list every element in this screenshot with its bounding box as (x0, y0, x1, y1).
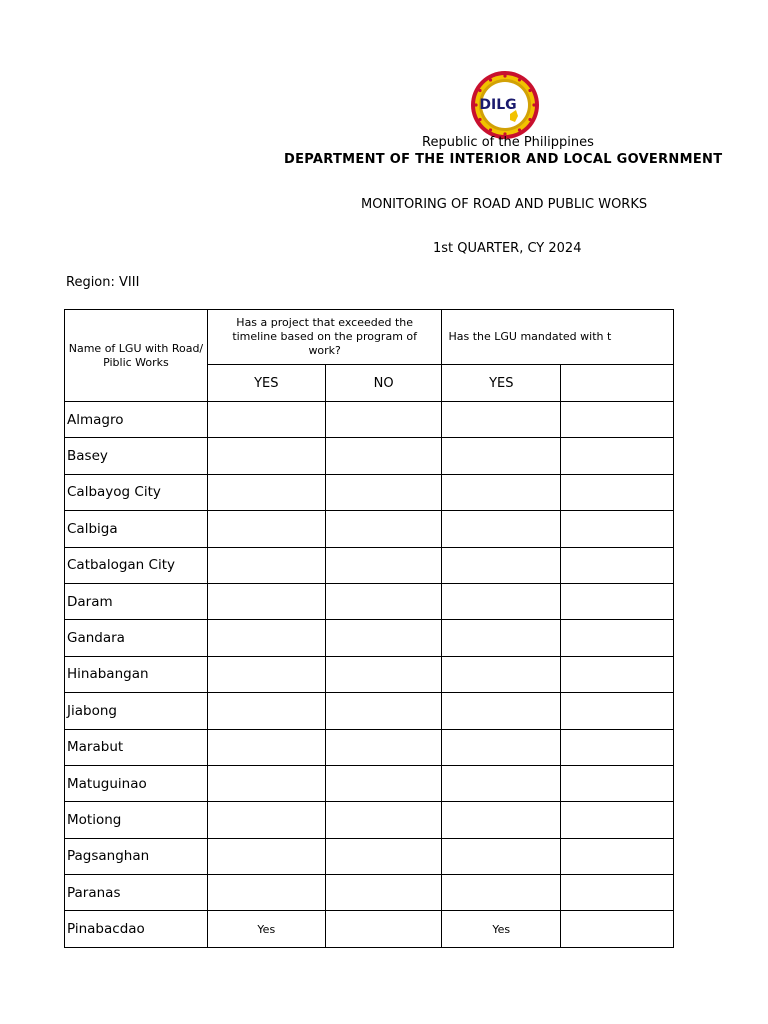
logo-text: DILG (479, 97, 517, 113)
q1-yes-cell: Yes (207, 911, 325, 947)
q1-yes-cell (207, 511, 325, 547)
lgu-name-cell: Motiong (65, 802, 208, 838)
table-row (65, 729, 674, 765)
q1-no-cell (325, 656, 442, 692)
q1-no-cell (325, 402, 442, 438)
q1-no-header: NO (325, 365, 442, 402)
q2-yes-cell (442, 802, 561, 838)
table-row (65, 438, 674, 474)
q2-no-cell (561, 583, 674, 619)
q2-no-cell (561, 838, 674, 874)
q1-yes-cell (207, 438, 325, 474)
q2-no-cell (561, 620, 674, 656)
table-row (65, 802, 674, 838)
lgu-name-cell: Almagro (65, 402, 208, 438)
q2-yes-cell (442, 438, 561, 474)
q2-no-cell (561, 911, 674, 947)
q2-yes-cell (442, 547, 561, 583)
q1-no-cell (325, 911, 442, 947)
q1-yes-header: YES (207, 365, 325, 402)
q2-yes-cell (442, 693, 561, 729)
report-period: 1st QUARTER, CY 2024 (433, 241, 582, 256)
q1-no-cell (325, 474, 442, 510)
q2-yes-cell (442, 875, 561, 911)
q2-yes-cell (442, 583, 561, 619)
lgu-name-cell: Calbiga (65, 511, 208, 547)
lgu-name-cell: Gandara (65, 620, 208, 656)
q1-yes-cell (207, 620, 325, 656)
q2-no-cell (561, 765, 674, 801)
lgu-name-cell: Basey (65, 438, 208, 474)
q1-no-cell (325, 438, 442, 474)
table-body (65, 402, 674, 948)
lgu-column-header: Name of LGU with Road/ Piblic Works (65, 310, 208, 402)
q1-no-cell (325, 838, 442, 874)
table-row (65, 765, 674, 801)
q1-yes-cell (207, 474, 325, 510)
q1-yes-cell (207, 656, 325, 692)
table-row (65, 838, 674, 874)
report-title: MONITORING OF ROAD AND PUBLIC WORKS (361, 197, 648, 212)
q1-no-cell (325, 583, 442, 619)
dilg-seal-icon (470, 70, 540, 140)
q2-no-cell (561, 875, 674, 911)
q1-no-cell (325, 765, 442, 801)
q1-no-cell (325, 620, 442, 656)
q2-no-cell (561, 656, 674, 692)
lgu-name-cell: Jiabong (65, 693, 208, 729)
q2-yes-header: YES (442, 365, 561, 402)
table-row (65, 656, 674, 692)
q2-no-cell (561, 547, 674, 583)
q2-yes-cell (442, 838, 561, 874)
table-row (65, 620, 674, 656)
lgu-name-cell: Paranas (65, 875, 208, 911)
q1-no-cell (325, 547, 442, 583)
q2-yes-cell: Yes (442, 911, 561, 947)
q2-yes-cell (442, 729, 561, 765)
lgu-name-cell: Pinabacdao (65, 911, 208, 947)
q2-no-cell (561, 729, 674, 765)
department-heading: DEPARTMENT OF THE INTERIOR AND LOCAL GOVERNMENT (284, 152, 723, 167)
monitoring-table (64, 309, 674, 948)
q1-yes-cell (207, 583, 325, 619)
table-row (65, 911, 674, 947)
q1-yes-cell (207, 547, 325, 583)
q2-no-header (561, 365, 674, 402)
q2-yes-cell (442, 765, 561, 801)
table-row (65, 547, 674, 583)
q1-yes-cell (207, 875, 325, 911)
q2-no-cell (561, 802, 674, 838)
q2-no-cell (561, 438, 674, 474)
q2-no-cell (561, 402, 674, 438)
q1-yes-cell (207, 765, 325, 801)
table-row (65, 474, 674, 510)
q2-yes-cell (442, 402, 561, 438)
table-row (65, 583, 674, 619)
q2-yes-cell (442, 511, 561, 547)
q1-yes-cell (207, 802, 325, 838)
table-row (65, 402, 674, 438)
q1-no-cell (325, 511, 442, 547)
q2-no-cell (561, 693, 674, 729)
q1-no-cell (325, 729, 442, 765)
lgu-name-cell: Marabut (65, 729, 208, 765)
lgu-name-cell: Matuguinao (65, 765, 208, 801)
q1-no-cell (325, 875, 442, 911)
lgu-name-cell: Calbayog City (65, 474, 208, 510)
q1-yes-cell (207, 402, 325, 438)
lgu-name-cell: Hinabangan (65, 656, 208, 692)
republic-heading: Republic of the Philippines (422, 135, 594, 150)
q1-no-cell (325, 802, 442, 838)
lgu-name-cell: Daram (65, 583, 208, 619)
table-row (65, 511, 674, 547)
question-2-header: Has the LGU mandated with t (442, 310, 674, 365)
lgu-name-cell: Catbalogan City (65, 547, 208, 583)
q2-yes-cell (442, 620, 561, 656)
q1-yes-cell (207, 838, 325, 874)
q2-no-cell (561, 511, 674, 547)
table-row (65, 875, 674, 911)
q2-yes-cell (442, 474, 561, 510)
lgu-name-cell: Pagsanghan (65, 838, 208, 874)
q1-yes-cell (207, 729, 325, 765)
q1-yes-cell (207, 693, 325, 729)
question-1-header: Has a project that exceeded the timeline based on the program of work? (207, 310, 442, 365)
q2-no-cell (561, 474, 674, 510)
q2-yes-cell (442, 656, 561, 692)
table-row (65, 693, 674, 729)
q1-no-cell (325, 693, 442, 729)
region-label: Region: VIII (66, 275, 140, 290)
